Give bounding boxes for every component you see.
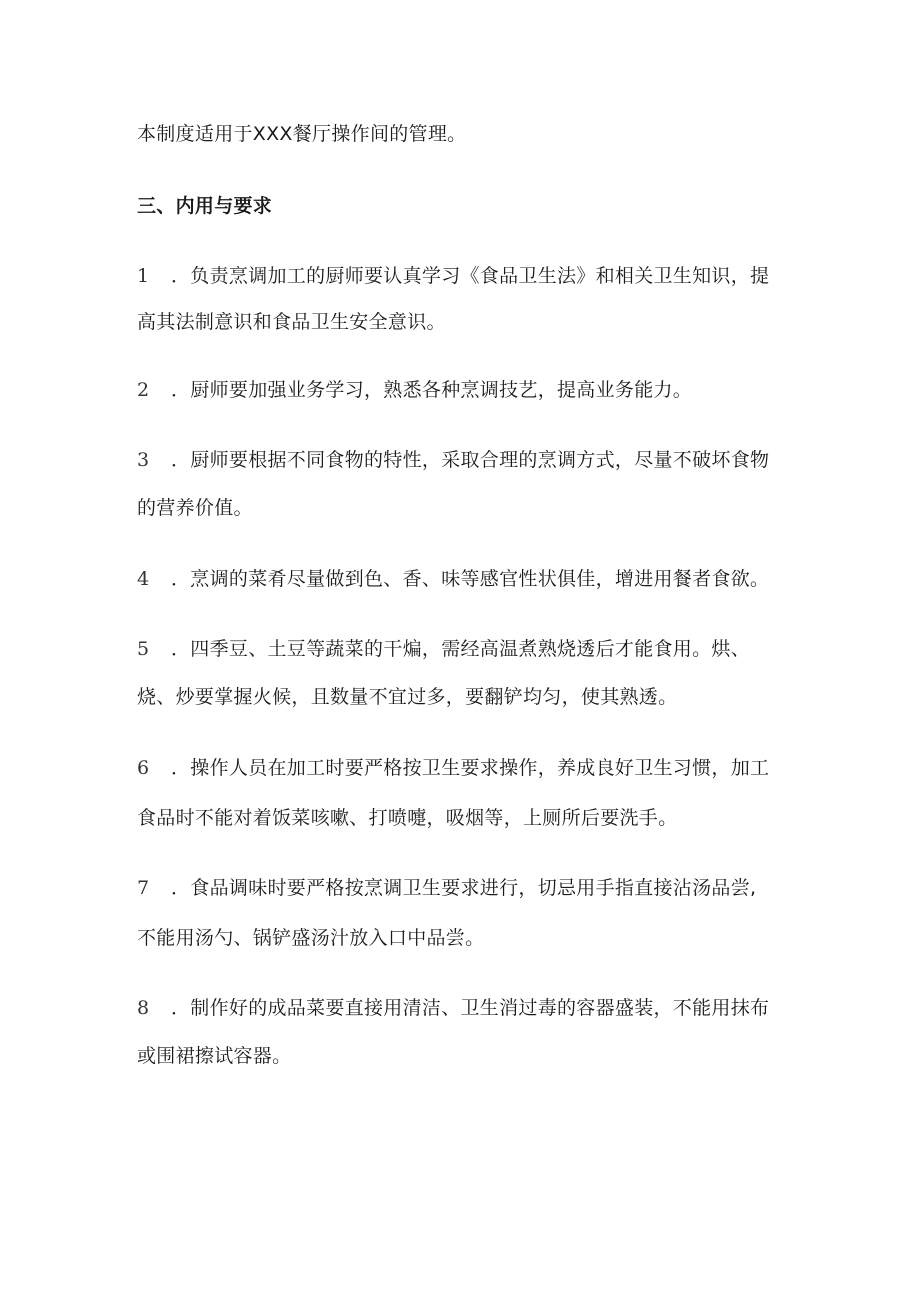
intro-paragraph: 本制度适用于XXX餐厅操作间的管理。 — [137, 123, 467, 145]
list-item-5-line-1 — [137, 637, 750, 661]
list-item-number: 3 — [137, 449, 150, 471]
list-item-number: 8 — [137, 997, 150, 1019]
list-item-text: ．厨师要加强业务学习，熟悉各种烹调技艺，提高业务能力。 — [171, 379, 693, 401]
list-item-1-line-2: 高其法制意识和食品卫生安全意识。 — [137, 311, 446, 333]
list-item-number: 2 — [137, 379, 150, 401]
list-item-text: ．食品调味时要严格按烹调卫生要求进行，切忌用手指直接沾汤品尝, — [171, 877, 757, 899]
list-item-text: ．制作好的成品菜要直接用清洁、卫生消过毒的容器盛装，不能用抹布 — [171, 997, 770, 1019]
list-item-1-line-1 — [137, 264, 769, 288]
list-item-5-line-2: 烧、炒要掌握火候，且数量不宜过多，要翻铲均匀，使其熟透。 — [137, 686, 678, 708]
list-item-number: 7 — [137, 877, 150, 899]
list-item-6-line-2: 食品时不能对着饭菜咳嗽、打喷嚏，吸烟等，上厕所后要洗手。 — [137, 807, 678, 829]
list-item-text: ．四季豆、土豆等蔬菜的干煸，需经高温煮熟烧透后才能食用。烘、 — [171, 638, 751, 660]
list-item-6-line-1 — [137, 756, 769, 780]
list-item-number: 6 — [137, 757, 150, 779]
list-item-number: 1 — [137, 265, 150, 287]
list-item-text: ．烹调的菜肴尽量做到色、香、味等感官性状俱佳，增进用餐者食欲。 — [171, 568, 770, 590]
list-item-7-line-1 — [137, 876, 756, 900]
list-item-text: ．操作人员在加工时要严格按卫生要求操作，养成良好卫生习惯，加工 — [171, 757, 770, 779]
list-item-text: ．厨师要根据不同食物的特性，采取合理的烹调方式，尽量不破坏食物 — [171, 449, 770, 471]
list-item-number: 5 — [137, 638, 150, 660]
section-heading: 三、内用与要求 — [137, 195, 273, 217]
list-item-3-line-2: 的营养价值。 — [137, 497, 253, 519]
list-item-7-line-2: 不能用汤勺、锅铲盛汤汁放入口中品尝。 — [137, 927, 485, 949]
list-item-text: ．负责烹调加工的厨师要认真学习《食品卫生法》和相关卫生知识，提 — [171, 265, 770, 287]
list-item-number: 4 — [137, 568, 150, 590]
list-item-3-line-1 — [137, 448, 769, 472]
list-item-4-line-1 — [137, 567, 769, 591]
list-item-8-line-1 — [137, 996, 769, 1020]
list-item-8-line-2: 或围裙擦试容器。 — [137, 1045, 292, 1067]
list-item-2-line-1 — [137, 378, 692, 402]
